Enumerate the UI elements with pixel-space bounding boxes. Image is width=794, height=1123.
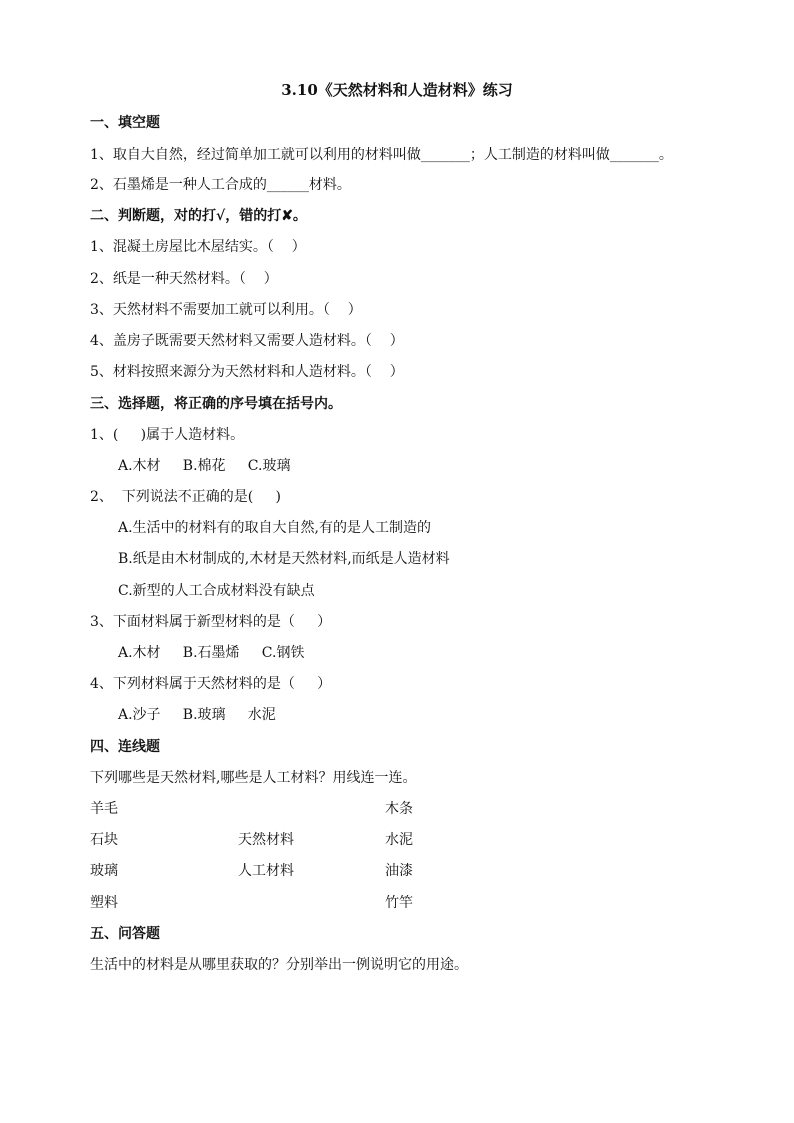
judge-question-2: 2、纸是一种天然材料。（ ）: [90, 271, 278, 287]
match-right-item: 油漆: [385, 863, 413, 879]
choice-question-3-options: A.木材 B.石墨烯 C.钢铁: [118, 645, 305, 661]
choice-question-4: 4、下列材料属于天然材料的是（ ）: [90, 676, 332, 692]
choice-question-4-options: A.沙子 B.玻璃 水泥: [118, 707, 276, 723]
match-left-item: 玻璃: [90, 863, 118, 879]
choice-question-2-option-c: C.新型的人工合成材料没有缺点: [118, 583, 315, 599]
match-left-item: 羊毛: [90, 801, 118, 817]
match-left-item: 塑料: [90, 895, 118, 911]
section-match-heading: 四、连线题: [90, 739, 160, 755]
page-title: 3.10《天然材料和人造材料》练习: [281, 81, 513, 99]
qa-question-1: 生活中的材料是从哪里获取的？分别举出一例说明它的用途。: [90, 957, 468, 973]
match-right-item: 木条: [385, 801, 413, 817]
fill-question-2: 2、石墨烯是一种人工合成的______材料。: [90, 177, 351, 193]
judge-question-3: 3、天然材料不需要加工就可以利用。（ ）: [90, 302, 362, 318]
fill-question-1: 1、取自大自然，经过简单加工就可以利用的材料叫做_______；人工制造的材料叫做_______。: [90, 147, 673, 163]
choice-question-2-option-b: B.纸是由木材制成的,木材是天然材料,而纸是人造材料: [118, 551, 450, 567]
choice-question-1: 1、( )属于人造材料。: [90, 427, 245, 443]
judge-question-1: 1、混凝土房屋比木屋结实。（ ）: [90, 239, 306, 255]
judge-question-4: 4、盖房子既需要天然材料又需要人造材料。（ ）: [90, 333, 404, 349]
match-right-item: 水泥: [385, 832, 413, 848]
section-qa-heading: 五、问答题: [90, 926, 160, 942]
match-right-item: 竹竿: [385, 895, 413, 911]
choice-question-3: 3、下面材料属于新型材料的是（ ）: [90, 614, 332, 630]
match-left-item: 石块: [90, 832, 118, 848]
match-category-natural: 天然材料: [238, 832, 294, 848]
choice-question-2: 2、 下列说法不正确的是( ): [90, 489, 281, 505]
choice-question-1-options: A.木材 B.棉花 C.玻璃: [118, 458, 291, 474]
judge-question-5: 5、材料按照来源分为天然材料和人造材料。（ ）: [90, 364, 404, 380]
choice-question-2-option-a: A.生活中的材料有的取自大自然,有的是人工制造的: [118, 520, 432, 536]
section-fill-heading: 一、填空题: [90, 115, 160, 131]
match-prompt: 下列哪些是天然材料,哪些是人工材料？用线连一连。: [90, 770, 417, 786]
match-category-artificial: 人工材料: [238, 863, 294, 879]
section-choice-heading: 三、选择题，将正确的序号填在括号内。: [90, 396, 342, 412]
section-judge-heading: 二、判断题，对的打√，错的打✘。: [90, 208, 307, 224]
